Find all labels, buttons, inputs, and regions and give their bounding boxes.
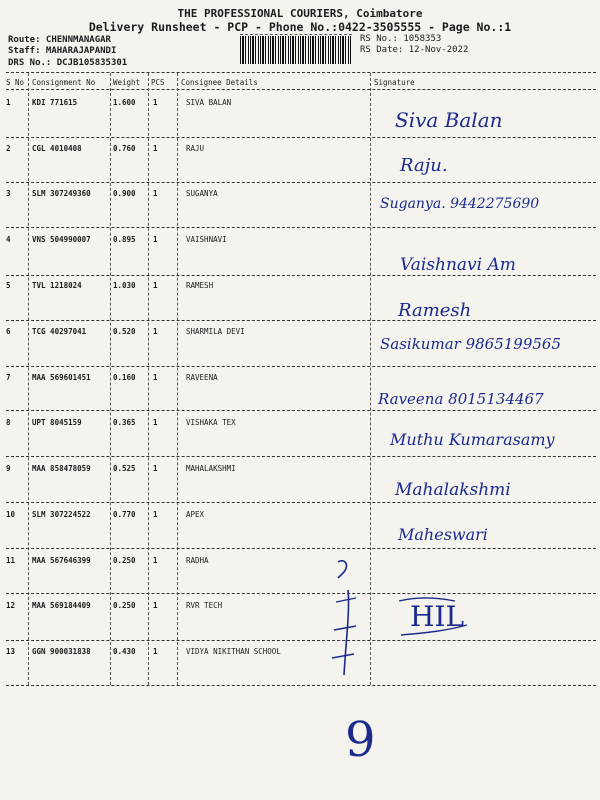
row-sno: 7 bbox=[6, 373, 11, 382]
row-rule bbox=[6, 182, 596, 183]
bracket-scribble bbox=[320, 550, 380, 690]
row-consignment: UPT 8045159 bbox=[32, 418, 82, 427]
row-signature: Muthu Kumarasamy bbox=[390, 430, 555, 449]
row-rule bbox=[6, 593, 596, 594]
row-sno: 8 bbox=[6, 418, 11, 427]
row-signature: Sasikumar 9865199565 bbox=[380, 335, 562, 353]
header-consignee: Consignee Details bbox=[181, 78, 258, 87]
row-consignment: MAA 858478059 bbox=[32, 464, 91, 473]
row-consignee: RAJU bbox=[186, 144, 205, 153]
row-pcs: 1 bbox=[153, 235, 158, 244]
row-signature: Vaishnavi Am bbox=[400, 255, 516, 275]
row-pcs: 1 bbox=[153, 556, 158, 565]
header-weight: Weight bbox=[113, 78, 141, 87]
row-consignment: MAA 569601451 bbox=[32, 373, 91, 382]
table-header-rule bbox=[6, 89, 596, 90]
rs-date: RS Date: 12-Nov-2022 bbox=[360, 45, 469, 55]
row-signature: Mahalakshmi bbox=[395, 480, 511, 500]
row-consignee: RAMESH bbox=[186, 281, 214, 290]
row-rule bbox=[6, 640, 596, 641]
row-rule bbox=[6, 502, 596, 503]
row-pcs: 1 bbox=[153, 601, 158, 610]
row-consignment: SLM 307224522 bbox=[32, 510, 91, 519]
signature-flourish bbox=[395, 595, 475, 640]
row-weight: 0.895 bbox=[113, 235, 136, 244]
row-sno: 4 bbox=[6, 235, 11, 244]
row-sno: 11 bbox=[6, 556, 16, 565]
row-sno: 13 bbox=[6, 647, 16, 656]
row-sno: 10 bbox=[6, 510, 16, 519]
header-pcs: PCS bbox=[151, 78, 165, 87]
row-weight: 1.030 bbox=[113, 281, 136, 290]
handwritten-count: 9 bbox=[345, 712, 376, 768]
row-consignee: RAVEENA bbox=[186, 373, 218, 382]
row-rule bbox=[6, 366, 596, 367]
row-consignee: MAHALAKSHMI bbox=[186, 464, 236, 473]
row-consignee: VISHAKA TEX bbox=[186, 418, 236, 427]
row-pcs: 1 bbox=[153, 373, 158, 382]
row-consignee: SIVA BALAN bbox=[186, 98, 232, 107]
row-signature: Raju. bbox=[400, 155, 448, 176]
row-pcs: 1 bbox=[153, 464, 158, 473]
header-consignment: Consignment No bbox=[32, 78, 96, 87]
row-sno: 6 bbox=[6, 327, 11, 336]
row-weight: 0.365 bbox=[113, 418, 136, 427]
row-weight: 0.160 bbox=[113, 373, 136, 382]
row-rule bbox=[6, 227, 596, 228]
row-sno: 1 bbox=[6, 98, 11, 107]
row-sno: 2 bbox=[6, 144, 11, 153]
runsheet-subtitle: Delivery Runsheet - PCP - Phone No.:0422-3505555 - Page No.:1 bbox=[88, 20, 512, 34]
row-consignment: TCG 40297041 bbox=[32, 327, 87, 336]
row-weight: 0.430 bbox=[113, 647, 136, 656]
row-consignee: RADHA bbox=[186, 556, 209, 565]
row-consignee: APEX bbox=[186, 510, 205, 519]
row-consignment: SLM 307249360 bbox=[32, 189, 91, 198]
row-signature: Maheswari bbox=[398, 525, 488, 544]
row-rule bbox=[6, 410, 596, 411]
row-weight: 1.600 bbox=[113, 98, 136, 107]
row-consignee: SUGANYA bbox=[186, 189, 218, 198]
row-consignment: TVL 1218024 bbox=[32, 281, 82, 290]
row-weight: 0.770 bbox=[113, 510, 136, 519]
table-top-rule bbox=[6, 72, 596, 73]
row-signature: HIL bbox=[410, 600, 465, 633]
row-weight: 0.760 bbox=[113, 144, 136, 153]
row-signature: Raveena 8015134467 bbox=[378, 390, 544, 408]
row-weight: 0.900 bbox=[113, 189, 136, 198]
rs-number: RS No.: 1058353 bbox=[360, 34, 442, 44]
row-sno: 3 bbox=[6, 189, 11, 198]
table-bottom-rule bbox=[6, 685, 596, 686]
row-sno: 5 bbox=[6, 281, 11, 290]
row-rule bbox=[6, 548, 596, 549]
row-consignee: VIDYA NIKITHAN SCHOOL bbox=[186, 647, 281, 656]
row-pcs: 1 bbox=[153, 98, 158, 107]
header-sno: S No bbox=[6, 78, 25, 87]
row-consignment: GGN 900031838 bbox=[32, 647, 91, 656]
row-rule bbox=[6, 137, 596, 138]
row-consignee: VAISHNAVI bbox=[186, 235, 227, 244]
row-pcs: 1 bbox=[153, 281, 158, 290]
row-signature: Ramesh bbox=[398, 300, 472, 321]
row-pcs: 1 bbox=[153, 189, 158, 198]
company-title: THE PROFESSIONAL COURIERS, Coimbatore bbox=[177, 7, 423, 20]
row-rule bbox=[6, 320, 596, 321]
row-pcs: 1 bbox=[153, 144, 158, 153]
row-weight: 0.250 bbox=[113, 556, 136, 565]
row-consignee: SHARMILA DEVI bbox=[186, 327, 245, 336]
row-consignment: MAA 569184409 bbox=[32, 601, 91, 610]
header-signature: Signature bbox=[374, 78, 415, 87]
row-consignment: KDI 771615 bbox=[32, 98, 78, 107]
row-signature: Siva Balan bbox=[395, 108, 503, 132]
row-consignment: CGL 4010408 bbox=[32, 144, 82, 153]
row-pcs: 1 bbox=[153, 327, 158, 336]
drs-number: DRS No.: DCJB105835301 bbox=[8, 58, 128, 68]
route-label: Route: CHENNMANAGAR bbox=[8, 35, 111, 45]
row-consignment: VNS 504990007 bbox=[32, 235, 91, 244]
row-consignment: MAA 567646399 bbox=[32, 556, 91, 565]
row-rule bbox=[6, 275, 596, 276]
row-signature: Suganya. 9442275690 bbox=[380, 196, 540, 212]
row-weight: 0.250 bbox=[113, 601, 136, 610]
row-weight: 0.525 bbox=[113, 464, 136, 473]
row-pcs: 1 bbox=[153, 418, 158, 427]
row-pcs: 1 bbox=[153, 647, 158, 656]
row-weight: 0.520 bbox=[113, 327, 136, 336]
staff-label: Staff: MAHARAJAPANDI bbox=[8, 46, 117, 56]
row-pcs: 1 bbox=[153, 510, 158, 519]
row-rule bbox=[6, 456, 596, 457]
row-consignee: RVR TECH bbox=[186, 601, 223, 610]
row-sno: 9 bbox=[6, 464, 11, 473]
barcode bbox=[240, 36, 352, 64]
row-sno: 12 bbox=[6, 601, 16, 610]
